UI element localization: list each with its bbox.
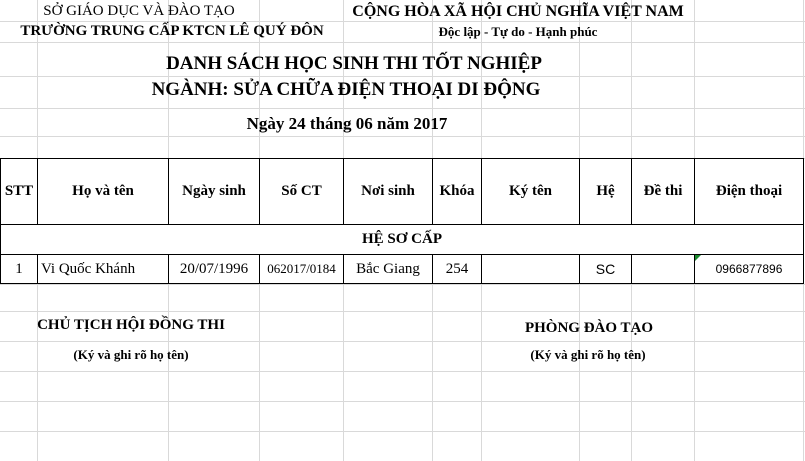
column-header[interactable]: Ký tên: [482, 159, 580, 225]
cell-program[interactable]: SC: [580, 255, 632, 284]
council-chair-note: (Ký và ghi rõ họ tên): [73, 347, 189, 362]
column-header[interactable]: Hệ: [580, 159, 632, 225]
motto: Độc lập - Tự do - Hạnh phúc: [438, 24, 598, 39]
cell-phone[interactable]: [695, 255, 804, 284]
school-name: TRƯỜNG TRUNG CẤP KTCN LÊ QUÝ ĐÔN: [20, 23, 324, 39]
cell-exam[interactable]: [632, 255, 695, 284]
phone-value: 0966877896: [715, 262, 783, 276]
cell-birthplace[interactable]: Bắc Giang: [344, 255, 433, 284]
training-office-title: PHÒNG ĐÀO TẠO: [524, 320, 654, 336]
column-header[interactable]: Số CT: [260, 159, 344, 225]
training-office-note: (Ký và ghi rõ họ tên): [530, 347, 646, 362]
cell-certificate-number[interactable]: 062017/0184: [260, 255, 344, 284]
section-row: [1, 225, 804, 255]
council-chair-title: CHỦ TỊCH HỘI ĐỒNG THI: [37, 317, 225, 333]
document-subtitle: NGÀNH: SỬA CHỮA ĐIỆN THOẠI DI ĐỘNG: [151, 79, 541, 100]
table-header-row: [1, 159, 804, 225]
document-date: Ngày 24 tháng 06 năm 2017: [246, 114, 448, 133]
column-header[interactable]: Đề thi: [632, 159, 695, 225]
student-table: [0, 158, 804, 284]
country-name: CỘNG HÒA XÃ HỘI CHỦ NGHĨA VIỆT NAM: [352, 3, 684, 20]
column-header[interactable]: Điện thoại: [695, 159, 804, 225]
cell-stt[interactable]: 1: [1, 255, 38, 284]
section-label[interactable]: HỆ SƠ CẤP: [1, 225, 804, 255]
column-header[interactable]: Họ và tên: [38, 159, 169, 225]
cell-signature[interactable]: [482, 255, 580, 284]
comment-indicator-icon: [695, 255, 701, 261]
column-header[interactable]: Nơi sinh: [344, 159, 433, 225]
table-row: [1, 255, 804, 284]
cell-name[interactable]: Vi Quốc Khánh: [38, 255, 169, 284]
column-header[interactable]: Khóa: [433, 159, 482, 225]
document-title: DANH SÁCH HỌC SINH THI TỐT NGHIỆP: [166, 53, 542, 74]
cell-course[interactable]: 254: [433, 255, 482, 284]
cell-birthdate[interactable]: 20/07/1996: [169, 255, 260, 284]
column-header[interactable]: Ngày sinh: [169, 159, 260, 225]
column-header[interactable]: STT: [1, 159, 38, 225]
department-name: SỞ GIÁO DỤC VÀ ĐÀO TẠO: [43, 3, 235, 19]
